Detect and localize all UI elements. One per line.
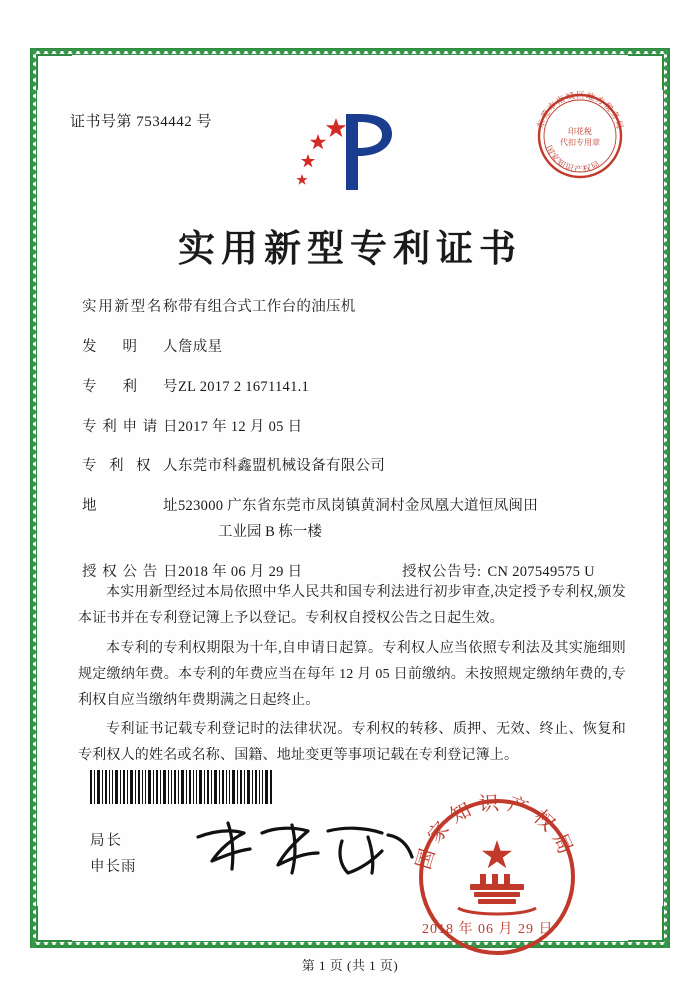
field-label: 地址 — [82, 498, 178, 515]
field-value: 带有组合式工作台的油压机 — [178, 299, 356, 315]
svg-text:代扣专用章: 代扣专用章 — [560, 138, 600, 147]
field-value: 2017 年 12 月 05 日 — [178, 418, 303, 435]
field-patent-number — [82, 378, 622, 397]
field-label: 授权公告日 — [82, 563, 178, 580]
svg-text:东莞市南城区地方税务局: 东莞市南城区地方税务局 — [535, 90, 625, 132]
svg-text:国家知识产权局: 国家知识产权局 — [410, 790, 581, 872]
field-value-line2: 工业园 B 栋一楼 — [218, 524, 322, 541]
signature-block — [90, 828, 137, 880]
field-value: 东莞市科鑫盟机械设备有限公司 — [178, 458, 386, 475]
field-value: 523000 广东省东莞市凤岗镇黄洞村金凤凰大道恒凤闽田 — [178, 498, 539, 515]
field-label: 授权公告号: — [402, 563, 482, 580]
official-seal — [408, 788, 586, 966]
body-paragraph-2: 本专利的专利权期限为十年,自申请日起算。专利权人应当依照专利法及其实施细则规定缴纳年费。本专利的年费应当在每年 12 月 05 日前缴纳。未按照规定缴纳年费的,专利权自应当缴纳年费期满之日起终止。 — [78, 640, 626, 708]
body-paragraph-3: 专利证书记载专利登记时的法律状况。专利权的转移、质押、无效、终止、恢复和专利权人的姓名或名称、国籍、地址变更等事项记载在专利登记簿上。 — [78, 722, 626, 764]
field-label: 专利号 — [82, 378, 178, 395]
field-value: ZL 2017 2 1671141.1 — [178, 378, 310, 395]
field-label: 专利权人 — [82, 458, 178, 475]
stamp-duty-seal — [530, 86, 630, 186]
signature-printed-name: 申长雨 — [90, 859, 137, 876]
certificate-content — [52, 70, 648, 973]
barcode — [90, 770, 274, 804]
svg-text:印花税: 印花税 — [568, 127, 592, 136]
field-address — [82, 497, 622, 542]
svg-text:国家知识产权局: 国家知识产权局 — [542, 144, 603, 176]
official-seal-date: 2018 年 06 月 29 日 — [422, 922, 554, 937]
certificate-fields — [82, 298, 622, 603]
field-grant-announcement-number — [402, 563, 595, 582]
page-footer: 第 1 页 (共 1 页) — [301, 958, 399, 973]
field-inventor — [82, 338, 622, 357]
field-utility-model-name — [82, 298, 622, 317]
field-label: 实用新型名称 — [82, 299, 178, 315]
field-value: 2018 年 06 月 29 日 — [178, 563, 303, 580]
field-value: CN 207549575 U — [487, 563, 595, 580]
field-label: 发明人 — [82, 338, 178, 355]
body-paragraph-1: 本实用新型经过本局依照中华人民共和国专利法进行初步审查,决定授予专利权,颁发本证书并在专利登记簿上予以登记。专利权自授权公告之日起生效。 — [78, 585, 626, 626]
field-label: 专利申请日 — [82, 418, 178, 435]
field-value: 詹成星 — [178, 338, 223, 355]
page-title: 实用新型专利证书 — [178, 226, 522, 270]
field-application-date — [82, 418, 622, 437]
cnipa-emblem-icon — [288, 108, 408, 196]
certificate-body — [78, 580, 626, 773]
field-grant-announcement — [82, 563, 622, 582]
signature-title: 局长 — [90, 833, 123, 849]
certificate-number: 证书号第 7534442 号 — [70, 114, 213, 130]
field-patentee — [82, 457, 622, 476]
handwritten-signature — [192, 815, 422, 885]
